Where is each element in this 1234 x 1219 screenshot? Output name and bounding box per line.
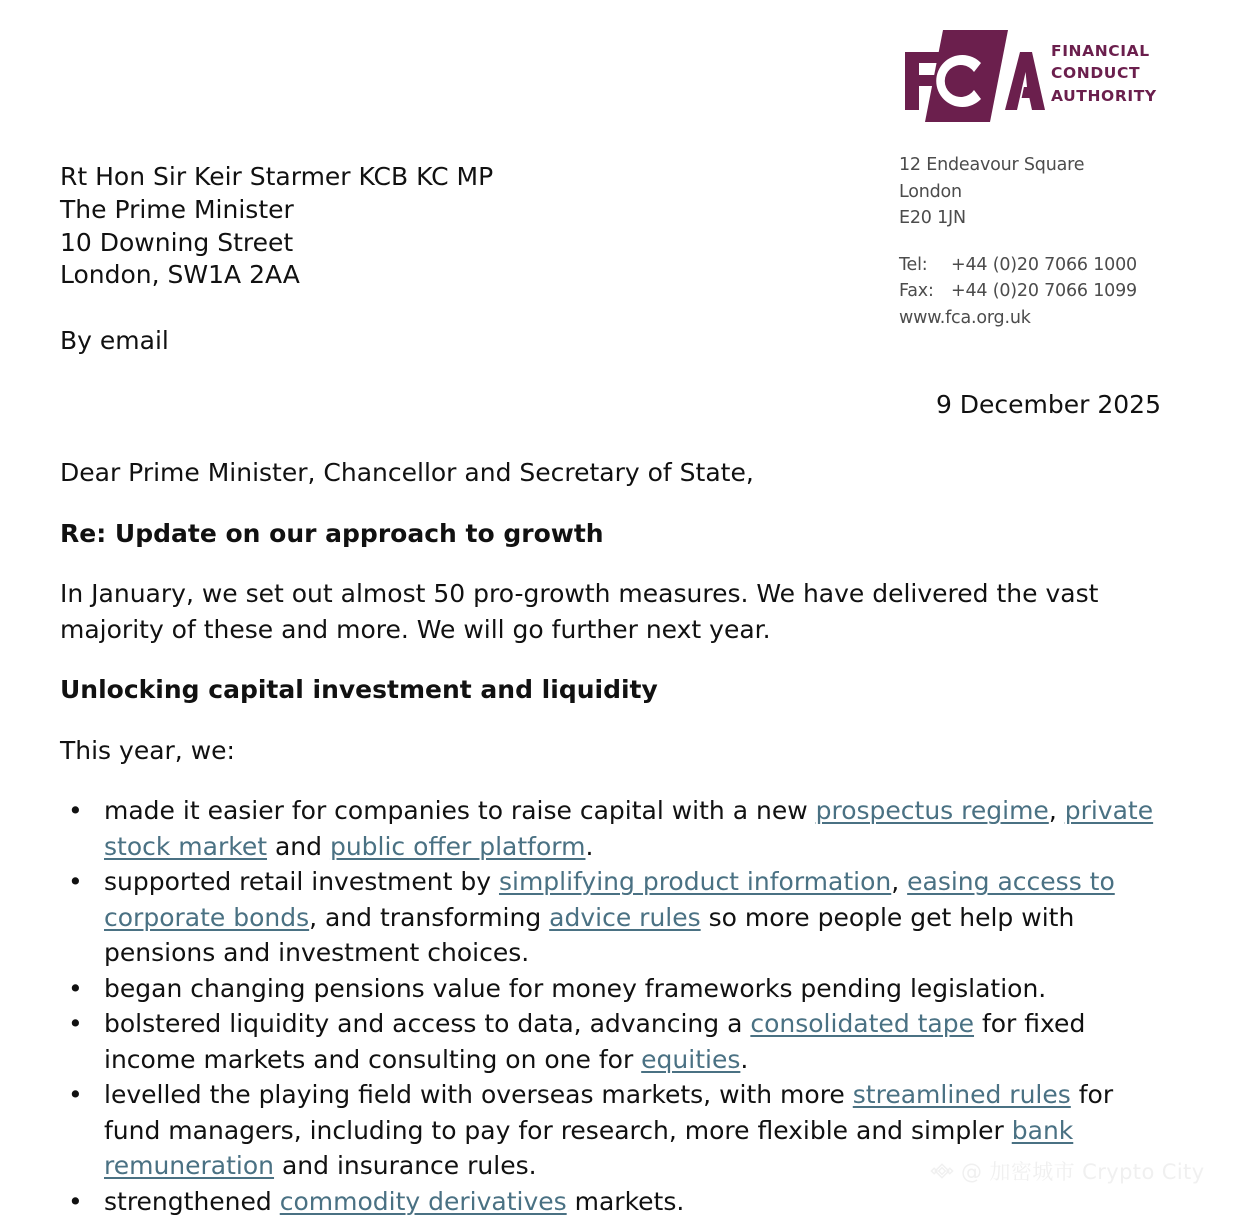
- text-run: markets.: [567, 1187, 685, 1216]
- link-easing-access-to-corporate-bonds[interactable]: easing access to corporate bonds: [104, 867, 1115, 932]
- telephone-label: Tel:: [899, 252, 951, 279]
- delivery-note: By email: [60, 325, 169, 358]
- letter-date: 9 December 2025: [60, 390, 1161, 419]
- recipient-line-2: The Prime Minister: [60, 194, 493, 227]
- link-public-offer-platform[interactable]: public offer platform: [330, 832, 586, 861]
- telephone-row: [899, 252, 1199, 279]
- text-run: and insurance rules.: [274, 1151, 537, 1180]
- link-streamlined-rules[interactable]: streamlined rules: [853, 1080, 1071, 1109]
- recipient-line-4: London, SW1A 2AA: [60, 259, 493, 292]
- bullet-overseas-markets: [60, 1077, 1161, 1184]
- watermark-text: @ 加密城市 Crypto City: [961, 1156, 1205, 1186]
- recipient-address-block: [60, 161, 493, 292]
- link-advice-rules[interactable]: advice rules: [549, 903, 700, 932]
- fca-wordmark: [1051, 40, 1157, 107]
- link-simplifying-product-information[interactable]: simplifying product information: [499, 867, 891, 896]
- letterhead: [893, 26, 1183, 126]
- text-run: , and transforming: [309, 903, 549, 932]
- fax-value: +44 (0)20 7066 1099: [951, 278, 1137, 305]
- wordmark-line-3: AUTHORITY: [1051, 85, 1157, 107]
- link-bank-remuneration[interactable]: bank remuneration: [104, 1116, 1073, 1181]
- sender-address-line-3: E20 1JN: [899, 205, 1199, 232]
- list-lead-in: This year, we:: [60, 733, 1161, 769]
- text-run: bolstered liquidity and access to data, advancing a: [104, 1009, 750, 1038]
- link-commodity-derivatives[interactable]: commodity derivatives: [280, 1187, 567, 1216]
- text-run: so more people get help with pensions and investment choices.: [104, 903, 1074, 968]
- website-url[interactable]: www.fca.org.uk: [899, 305, 1199, 332]
- recipient-line-3: 10 Downing Street: [60, 227, 493, 260]
- wordmark-line-2: CONDUCT: [1051, 62, 1157, 84]
- link-consolidated-tape[interactable]: consolidated tape: [750, 1009, 974, 1038]
- link-equities[interactable]: equities: [641, 1045, 740, 1074]
- text-run: supported retail investment by: [104, 867, 499, 896]
- recipient-line-1: Rt Hon Sir Keir Starmer KCB KC MP: [60, 161, 493, 194]
- text-run: ,: [1049, 796, 1065, 825]
- text-run: .: [585, 832, 593, 861]
- sender-address-line-2: London: [899, 179, 1199, 206]
- text-run: strengthened: [104, 1187, 280, 1216]
- text-run: began changing pensions value for money frameworks pending legislation.: [104, 974, 1046, 1003]
- salutation: Dear Prime Minister, Chancellor and Secretary of State,: [60, 455, 1161, 491]
- subject-line: Re: Update on our approach to growth: [60, 516, 1161, 552]
- link-private-stock-market[interactable]: private stock market: [104, 796, 1153, 861]
- text-run: and: [267, 832, 330, 861]
- bullet-pensions-value: [60, 971, 1161, 1007]
- text-run: for fixed income markets and consulting on one for: [104, 1009, 1085, 1074]
- bullet-retail-investment: [60, 864, 1161, 971]
- fax-row: [899, 278, 1199, 305]
- text-run: for fund managers, including to pay for research, more flexible and simpler: [104, 1080, 1113, 1145]
- contact-spacer: [899, 232, 1199, 252]
- fax-label: Fax:: [899, 278, 951, 305]
- letter-body: [60, 455, 1161, 1219]
- intro-paragraph: In January, we set out almost 50 pro-growth measures. We have delivered the vast majority of these and more. We will go further next year.: [60, 576, 1161, 647]
- section-heading: Unlocking capital investment and liquidity: [60, 672, 1161, 708]
- sender-contact-block: [899, 152, 1199, 332]
- text-run: ,: [891, 867, 907, 896]
- bullet-liquidity-data: [60, 1006, 1161, 1077]
- text-run: made it easier for companies to raise capital with a new: [104, 796, 816, 825]
- measures-list: [60, 793, 1161, 1219]
- link-prospectus-regime[interactable]: prospectus regime: [816, 796, 1049, 825]
- telephone-value: +44 (0)20 7066 1000: [951, 252, 1137, 279]
- sender-address-line-1: 12 Endeavour Square: [899, 152, 1199, 179]
- fca-logo-icon: [893, 26, 1045, 126]
- text-run: .: [740, 1045, 748, 1074]
- bullet-raise-capital: [60, 793, 1161, 864]
- wordmark-line-1: FINANCIAL: [1051, 40, 1157, 62]
- bullet-commodity-derivatives: [60, 1184, 1161, 1219]
- text-run: levelled the playing field with overseas markets, with more: [104, 1080, 853, 1109]
